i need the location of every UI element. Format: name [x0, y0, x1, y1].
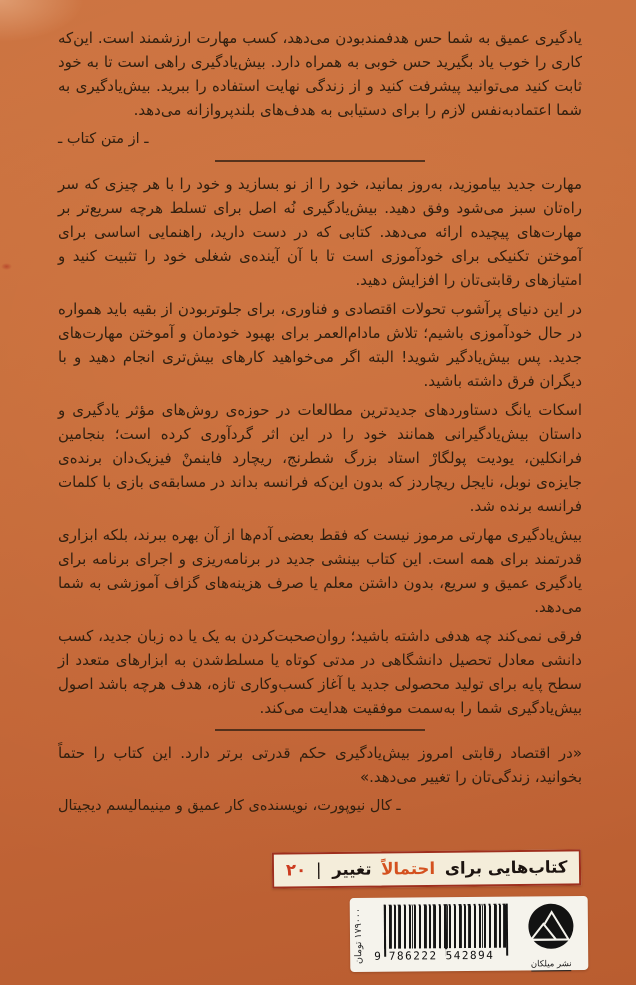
body-paragraph: در این دنیای پرآشوب تحولات اقتصادی و فناوری، برای جلوتربودن از بقیه باید همواره در حال خودآموزی باشیم؛ تلاش مادام‌العمر برای بهبود خودمان و آموختن مهارت‌های جدید. پس بیش‌یادگیر شوید! البته اگر می‌خواهید کارهای بیش‌تری انجام دهید و با دیگران فرق داشته باشید. — [58, 300, 582, 390]
body-paragraph: بیش‌یادگیری مهارتی مرموز نیست که فقط بعضی آدم‌ها از آن بهره ببرند، بلکه ابزاری قدرتمند برای همه است. این کتاب بینشی جدید در برنامه‌ریزی و اجرای برنامه برای یادگیری عمیق و سریع، بدون داشتن معلم یا صرف هزینه‌های گزاف آموزشی به شما می‌دهد. — [58, 526, 582, 616]
isbn-group-1: 786222 — [388, 949, 438, 963]
body-paragraph: مهارت جدید بیاموزید، به‌روز بمانید، خود را از نو بسازید و خود را با هر چیزی که سر راه‌تان سبز می‌شود وفق دهید. بیش‌یادگیری نُه اصل برای تسلط هرچه سریع‌تر بر مهارت‌های پیچیده ارائه می‌دهد. کتابی که در دست دارید، راهنمایی اساسی برای آموختن تکنیکی برای خودآموزی است تا با آن آینده‌ی شغلی خود را تثبیت کنید و امتیازهای رقابتی‌تان را افزایش دهید. — [58, 175, 582, 289]
section-divider — [215, 729, 425, 731]
isbn-digits — [374, 949, 512, 963]
milkan-mountains-logo-icon — [526, 901, 576, 951]
excerpt-attribution: ـ از متن کتاب ـ — [58, 131, 149, 147]
body-paragraph: اسکات یانگ دستاوردهای جدیدترین مطالعات در حوزه‌ی روش‌های مؤثر یادگیری و داستان بیش‌یادگیرانی همانند خود را در این اثر گردآوری کرده است؛ بنجامین فرانکلین، یودیت پولگارْ استاد بزرگ شطرنج، ریچارد فاینمنْ فیزیک‌دان برنده‌ی جایزه‌ی نوبل، نایجل ریچاردز که بدون این‌که فرانسه بداند در مسابقه‌ی بازی با کلمات فرانسه برنده شد. — [58, 401, 582, 515]
body-paragraph: فرقی نمی‌کند چه هدفی داشته باشید؛ روان‌صحبت‌کردن به یک یا ده زبان جدید، کسب دانشی معادل تحصیل دانشگاهی در مدتی کوتاه یا مسلط‌شدن به ابزارهای متعدد از سطح پایه برای تولید محصولی جدید یا آغاز کسب‌وکاری تازه، هدف هرچه باشد اصول بیش‌یادگیری شما را به‌سمت موفقیت هدایت می‌کند. — [58, 627, 582, 717]
publisher-logo-block — [522, 901, 581, 972]
back-cover-text — [58, 26, 582, 822]
series-badge-number: ۲۰ — [285, 860, 306, 880]
series-badge-text: تغییر — [331, 859, 372, 879]
series-badge-separator: | — [315, 860, 322, 880]
left-edge-print-mark — [1, 263, 12, 270]
series-badge-text: کتاب‌هایی برای — [444, 857, 568, 878]
publisher-name: نشر میلکان — [530, 959, 572, 970]
excerpt-paragraph: یادگیری عمیق به شما حس هدفمندبودن می‌دهد، کسب مهارت ارزشمند است. این‌که کاری را خوب یاد بگیرید حس خوبی به همراه دارد. بیش‌یادگیری راهی است تا به خود ثابت کنید می‌توانید پیشرفت کنید و از زندگی نهایت استفاده را ببرید. بیش‌یادگیری به شما اعتمادبه‌نفس لازم را برای دستیابی به هدف‌های بلندپروازانه می‌دهد. — [58, 29, 582, 119]
isbn-group-2: 542894 — [445, 948, 495, 963]
isbn-lead-digit: 9 — [374, 949, 381, 963]
endorsement-quote: «در اقتصاد رقابتی امروز بیش‌یادگیری حکم قدرتی برتر دارد. این کتاب را حتماً بخوانید، زندگی‌تان را تغییر می‌دهد.» — [58, 744, 582, 786]
series-badge — [271, 849, 581, 888]
series-badge-highlight: احتمالاً — [380, 858, 435, 879]
endorsement-attribution: ـ کال نیوپورت، نویسنده‌ی کار عمیق و مینیمالیسم دیجیتال — [58, 798, 401, 814]
price-label: ۱۷۹۰۰۰ تومان — [352, 907, 365, 965]
barcode-sticker — [350, 896, 589, 972]
barcode — [374, 904, 513, 965]
section-divider — [215, 160, 425, 162]
